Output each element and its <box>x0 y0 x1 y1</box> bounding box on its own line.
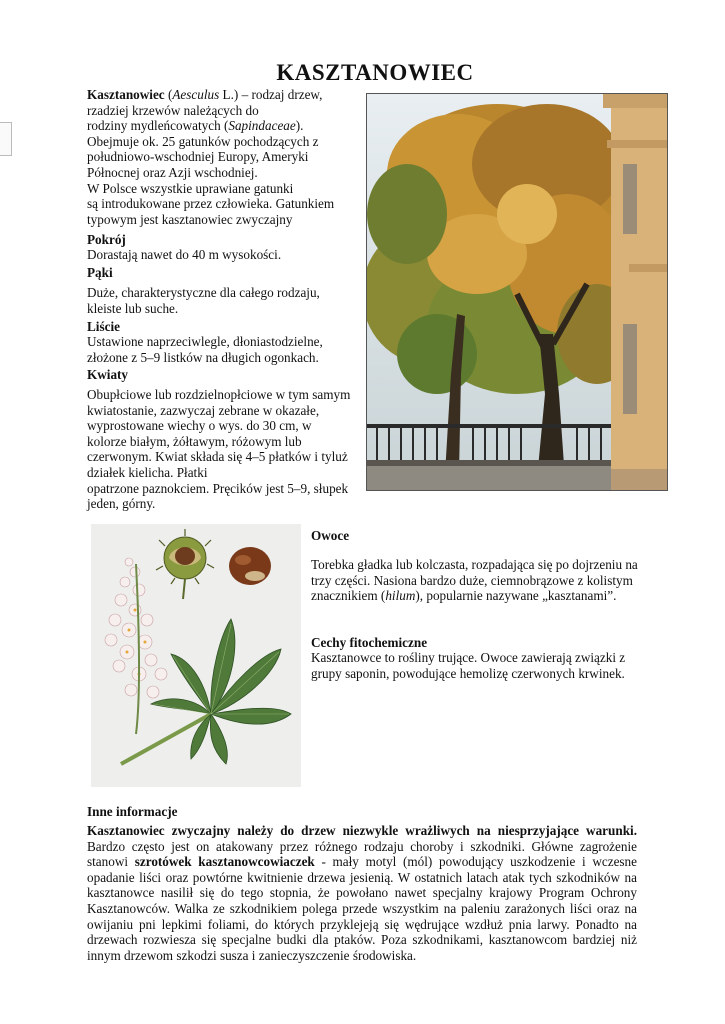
inne-heading: Inne informacje <box>87 804 178 819</box>
family-latin-name: Sapindaceae <box>228 118 296 134</box>
latin-name: Aesculus <box>172 87 220 102</box>
liscie-heading: Liście <box>87 319 120 334</box>
margin-marker <box>0 122 12 156</box>
tree-photo-graphic <box>367 94 667 490</box>
paki-text: Duże, charakterystyczne dla całego rodzaju, kleiste lub suche. <box>87 285 320 316</box>
cechy-heading: Cechy fitochemiczne <box>311 635 428 650</box>
intro-paragraph: Kasztanowiec (Aesculus L.) – rodzaj drzew, rzadziej krzewów należących do rodziny mydleńcowatych (Sapindaceae). Obejmuje ok. 25 gatunków pochodzących z południowo-wschodniej Europy, Ameryki Północnej oraz Azji wschodniej. W Polsce wszystkie uprawiane gatunki są introdukowane przez człowieka. Gatunkiem typowym jest kasztanowiec zwyczajny <box>87 87 335 227</box>
paki-heading: Pąki <box>87 265 113 280</box>
owoce-text: Torebka gładka lub kolczasta, rozpadająca się po dojrzeniu na trzy części. Nasiona bardzo duże, ciemnobrązowe z kolistym znacznikiem (hilum), popularnie nazywane „kasztanami”. <box>311 557 638 604</box>
inne-bold-lead: Kasztanowiec zwyczajny należy do drzew niezwykle wrażliwych na niesprzyjające warunki. <box>87 823 637 838</box>
chestnut-tree-photo <box>366 93 668 491</box>
page-title: KASZTANOWIEC <box>276 60 474 85</box>
botanical-illustration <box>91 524 301 787</box>
inne-text: Kasztanowiec zwyczajny należy do drzew niezwykle wrażliwych na niesprzyjające warunki. Bardzo często jest on atakowany przez różnego rodzaju choroby i szkodniki. Główne zagrożenie stanowi szrotówek kasztanowcowiaczek - mały motyl (mól) powodujący uszkodzenie i wczesne opadanie liści oraz powtórne kwitnienie drzewa jesienią. W ostatnich latach atak tych szkodników na kasztanowce nasilił się do tego stopnia, że powołano nawet specjalny krajowy Program Ochrony Kasztanowców. Walka ze szkodnikiem polega przede wszystkim na paleniu zarażonych liści oraz na owijaniu pni lepkimi foliami, do których przyklejeją się wędrujące wzdłuż pnia larwy. Ponadto na drzewach rozwiesza się specjalne budki dla ptaków. Poza szkodnikami, kasztanowcom bardziej niż innym drzewom szkodzi susza i zanieczyszczenie środowiska. <box>87 823 637 963</box>
kwiaty-text: Obupłciowe lub rozdzielnopłciowe w tym samym kwiatostanie, zazwyczaj zebrane w okazałe, wyprostowane wiechy o wys. do 30 cm, w kolorze białym, żółtawym, różowym lub czerwonym. Kwiat składa się 4–5 płatków i tyluż działek kielicha. Płatki opatrzone paznokciem. Pręcików jest 5–9, słupek jeden, górny. <box>87 387 351 512</box>
pokroj-text: Dorastają nawet do 40 m wysokości. <box>87 247 282 262</box>
hilum-term: hilum <box>385 588 416 604</box>
owoce-heading: Owoce <box>311 528 350 543</box>
cechy-text: Kasztanowce to rośliny trujące. Owoce zawierają związki z grupy saponin, powodujące hemolizę czerwonych krwinek. <box>311 650 626 681</box>
pest-name: szrotówek kasztanowcowiaczek <box>134 854 315 870</box>
kwiaty-heading: Kwiaty <box>87 367 129 382</box>
genus-name: Kasztanowiec <box>87 87 165 102</box>
liscie-text: Ustawione naprzeciwlegle, dłoniastodzielne, złożone z 5–9 listków na długich ogonkach. <box>87 334 323 365</box>
pokroj-heading: Pokrój <box>87 232 126 247</box>
horse-chestnut-illustration <box>91 524 301 787</box>
